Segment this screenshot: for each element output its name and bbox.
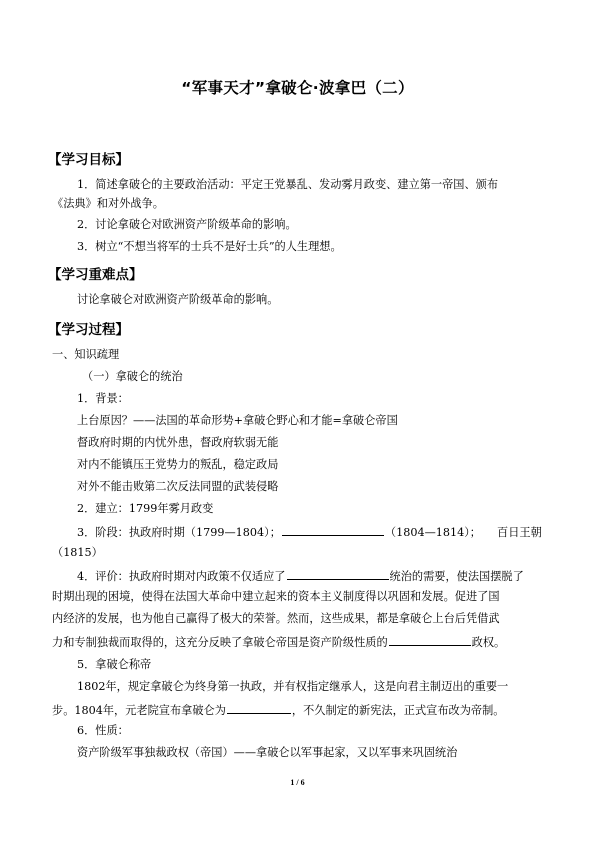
background-line: 督政府时期的内忧外患，督政府软弱无能 — [77, 436, 279, 449]
eval-line — [77, 568, 524, 584]
emperor-line: 1802年，规定拿破仑为终身第一执政，并有权指定继承人，这是向君主制迈出的重要一 — [77, 680, 509, 693]
fill-blank[interactable] — [389, 634, 471, 646]
goals-heading: 【学习目标】 — [48, 152, 129, 168]
emperor-text: 步。1804年，元老院宣布拿破仑为 — [52, 704, 226, 717]
page-title: “军事天才”拿破仑·波拿巴（二） — [181, 79, 414, 97]
background-line: 对内不能镇压王党势力的叛乱，稳定政局 — [77, 458, 279, 471]
eval-text: 政权。 — [471, 636, 506, 649]
emperor-text: ，不久制定的新宪法，正式宣布改为帝制。 — [291, 704, 505, 717]
goal-item: 3．树立“不想当将军的士兵不是好士兵”的人生理想。 — [77, 240, 342, 253]
stage-text: 百日王朝 — [497, 526, 542, 539]
subsection-heading: （一）拿破仑的统治 — [82, 370, 183, 383]
establish-line: 2．建立：1799年雾月政变 — [77, 502, 214, 515]
stage-text: （1804—1814）； — [384, 526, 481, 539]
fill-blank[interactable] — [282, 524, 384, 536]
process-heading: 【学习过程】 — [48, 322, 129, 338]
stage-text: 3．阶段：执政府时期（1799—1804）； — [77, 526, 281, 539]
fill-blank[interactable] — [227, 702, 291, 714]
section-heading: 一、知识疏理 — [52, 348, 120, 361]
keypoints-text: 讨论拿破仑对欧洲资产阶级革命的影响。 — [77, 293, 279, 306]
stage-line-cont: （1815） — [52, 546, 103, 559]
eval-line: 时期出现的困境，使得在法国大革命中建立起来的资本主义制度得以巩固和发展。促进了国 — [52, 590, 500, 603]
goal-item: 2．讨论拿破仑对欧洲资产阶级革命的影响。 — [77, 218, 297, 231]
background-label: 1．背景： — [77, 392, 129, 405]
background-line: 对外不能击败第二次反法同盟的武装侵略 — [77, 480, 279, 493]
background-line: 上台原因？——法国的革命形势+拿破仑野心和才能=拿破仑帝国 — [77, 414, 398, 427]
fill-blank[interactable] — [287, 568, 389, 580]
eval-line — [52, 634, 505, 650]
goal-item: 1．简述拿破仑的主要政治活动：平定王党暴乱、发动雾月政变、建立第一帝国、颁布 — [77, 178, 499, 191]
goal-item: 《法典》和对外战争。 — [52, 197, 164, 210]
stage-line — [77, 524, 542, 540]
eval-text: 统治的需要，使法国摆脱了 — [389, 570, 524, 583]
page-number: 1 / 6 — [290, 778, 305, 787]
nature-text: 资产阶级军事独裁政权（帝国）——拿破仑以军事起家，又以军事来巩固统治 — [77, 746, 458, 759]
emperor-heading: 5．拿破仑称帝 — [77, 658, 152, 671]
eval-line: 内经济的发展，也为他自己赢得了极大的荣誉。然而，这些成果，都是拿破仑上台后凭借武 — [52, 612, 500, 625]
eval-text: 力和专制独裁而取得的，这充分反映了拿破仑帝国是资产阶级性质的 — [52, 636, 388, 649]
emperor-line — [52, 702, 505, 718]
keypoints-heading: 【学习重难点】 — [48, 267, 143, 283]
nature-heading: 6．性质： — [77, 724, 129, 737]
eval-text: 4．评价：执政府时期对内政策不仅适应了 — [77, 570, 286, 583]
